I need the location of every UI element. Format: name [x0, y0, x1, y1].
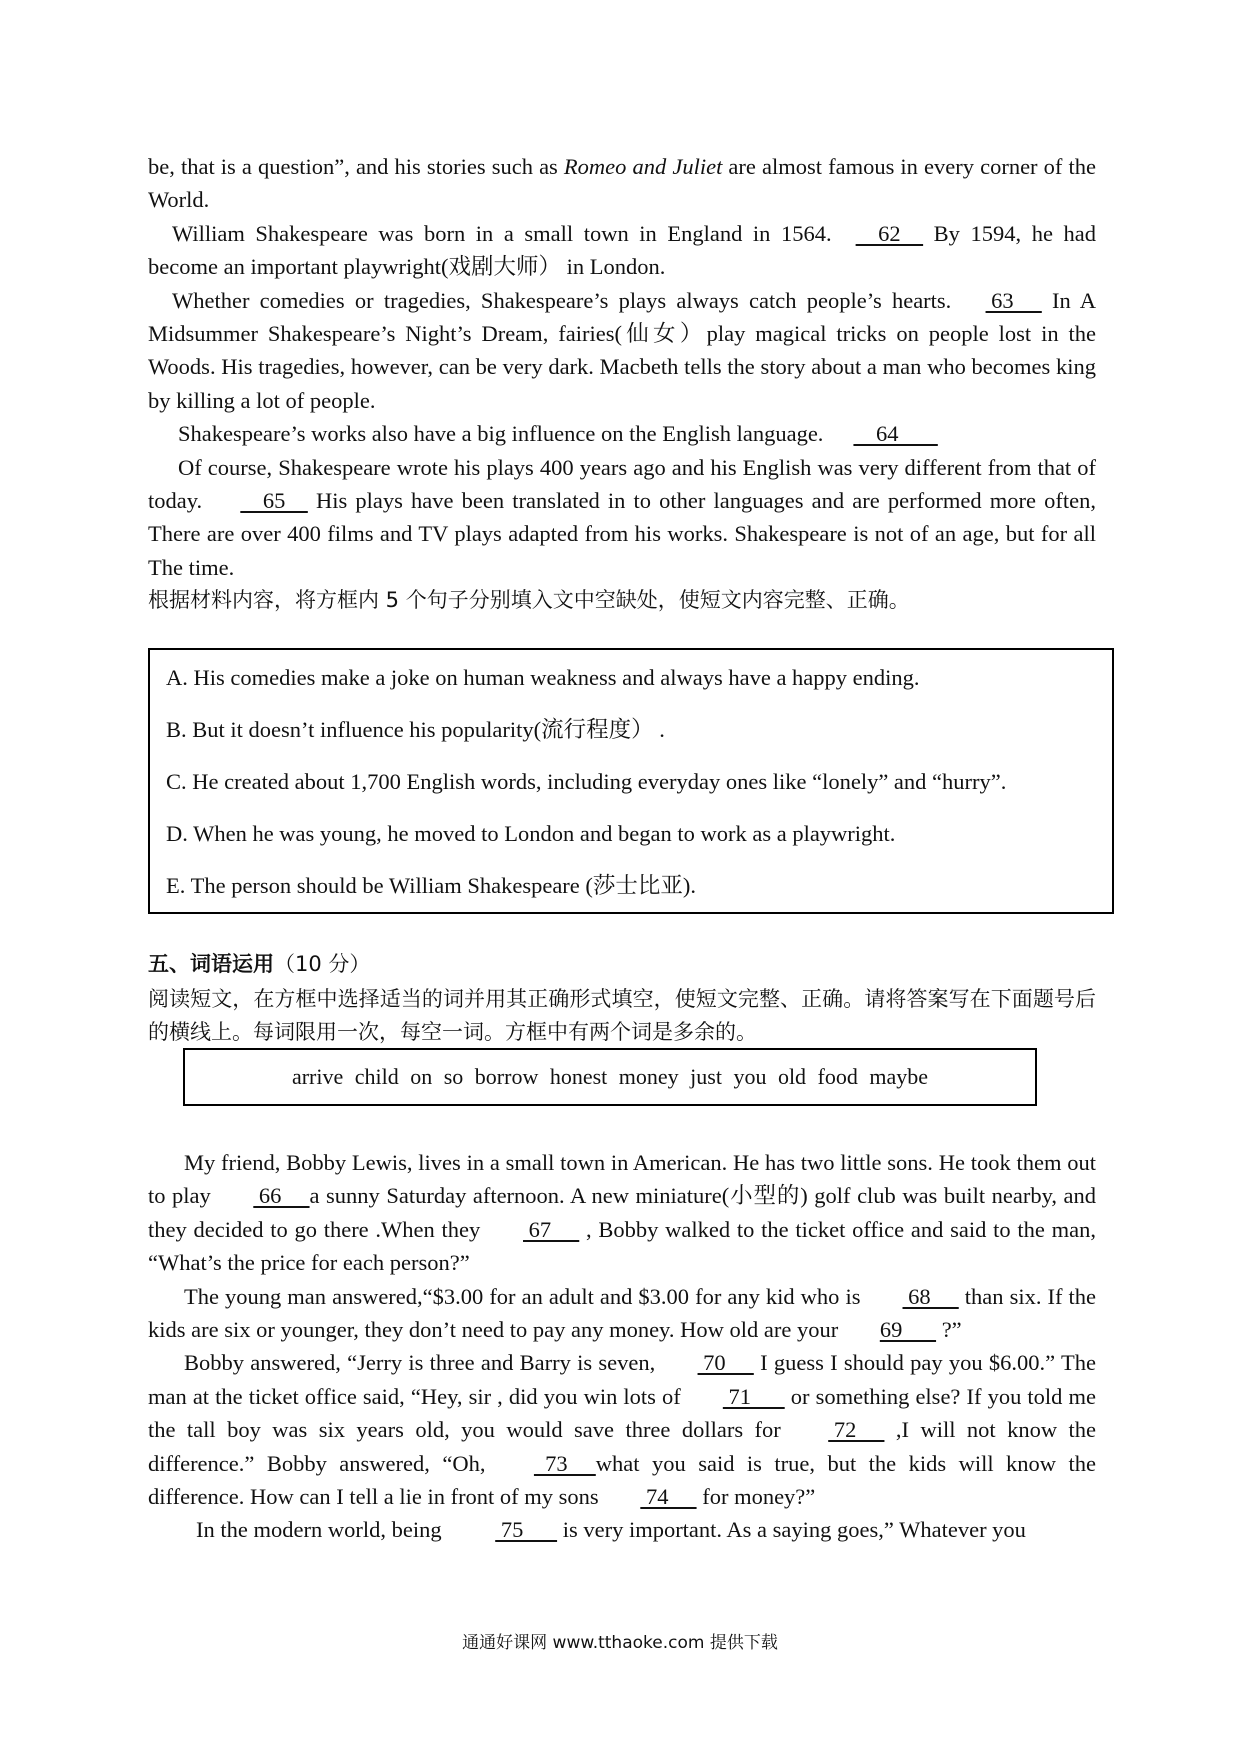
passage-2 [148, 1146, 1096, 1547]
blank-72[interactable]: 72 [828, 1417, 885, 1443]
option-a: A. His comedies make a joke on human weakness and always have a happy ending. [166, 665, 920, 690]
blank-71[interactable]: 71 [722, 1383, 785, 1409]
blank-75[interactable]: 75 [495, 1517, 558, 1543]
paragraph: Shakespeare’s works also have a big influence on the English language. 64 [148, 417, 1096, 450]
paragraph: Bobby answered, “Jerry is three and Barry is seven, 70 I guess I should pay you $6.00.” The man at the ticket office said, “Hey, sir , did you win lots of 71 or something else? If you told me the tall boy was six years old, you would save three dollars for 72 ,I will not know the difference.” Bobby answered, “Oh, 73 what you said is true, but the kids will know the difference. How can I tell a lie in front of my sons 74 for money?” [148, 1346, 1096, 1513]
blank-66[interactable]: 66 [253, 1183, 310, 1209]
blank-70[interactable]: 70 [697, 1350, 754, 1376]
option-d: D. When he was young, he moved to London and began to work as a playwright. [166, 821, 896, 846]
blank-69[interactable]: 69 [879, 1317, 937, 1343]
section-heading: 五、词语运用（10 分） [148, 952, 371, 976]
blank-62[interactable]: 62 [855, 220, 924, 246]
passage-1 [148, 150, 1096, 618]
blank-68[interactable]: 68 [902, 1283, 959, 1309]
paragraph: The young man answered,“$3.00 for an adult and $3.00 for any kid who is 68 than six. If the kids are six or younger, they don’t need to pay any money. How old are your 69 ?” [148, 1280, 1096, 1347]
paragraph: In the modern world, being 75 is very important. As a saying goes,” Whatever you [148, 1513, 1096, 1546]
section-score: （10 分） [274, 952, 371, 976]
option-c: C. He created about 1,700 English words, including everyday ones like “lonely” and “hurry”. [166, 769, 1007, 794]
word-bank: arrive child on so borrow honest money just you old food maybe [183, 1048, 1037, 1106]
paragraph: Of course, Shakespeare wrote his plays 400 years ago and his English was very different from that of today. 65 His plays have been translated in to other languages and are performed more often, There are over 400 films and TV plays adapted from his works. Shakespeare is not of an age, but for all The time. [148, 454, 1096, 580]
book-title: Romeo and Juliet [563, 154, 723, 179]
blank-64[interactable]: 64 [853, 421, 938, 447]
option-e: E. The person should be William Shakespeare (莎士比亚). [166, 873, 697, 898]
blank-73[interactable]: 73 [533, 1450, 596, 1476]
paragraph: William Shakespeare was born in a small town in England in 1564. 62 By 1594, he had become an important playwright(戏剧大师） in London. [148, 217, 1096, 284]
blank-63[interactable]: 63 [985, 287, 1042, 313]
blank-67[interactable]: 67 [523, 1216, 580, 1242]
page-footer: 通通好课网 www.tthaoke.com 提供下载 [462, 1633, 778, 1653]
option-b: B. But it doesn’t influence his popularity(流行程度） . [166, 717, 665, 742]
task-instruction: 根据材料内容，将方框内 5 个句子分别填入文中空缺处，使短文内容完整、正确。 [148, 588, 910, 613]
paragraph: Whether comedies or tragedies, Shakespeare’s plays always catch people’s hearts. 63 In A Midsummer Shakespeare’s Night’s Dream, fairies(仙女）play magical tricks on people lost in the Woods. His tragedies, however, can be very dark. Macbeth tells the story about a man who becomes king by killing a lot of people. [148, 284, 1096, 418]
section-instruction: 阅读短文，在方框中选择适当的词并用其正确形式填空，使短文完整、正确。请将答案写在下面题号后的横线上。每词限用一次，每空一词。方框中有两个词是多余的。 [148, 987, 1096, 1044]
paragraph: My friend, Bobby Lewis, lives in a small town in American. He has two little sons. He took them out to play 66 a sunny Saturday afternoon. A new miniature(小型的) golf club was built nearby, and they decided to go there .When they 67 , Bobby walked to the ticket office and said to the man, “What’s the price for each person?” [148, 1150, 1097, 1276]
paragraph: be, that is a question”, and his stories such as Romeo and Juliet are almost famous in every corner of the World. [148, 154, 1096, 213]
options-box [148, 648, 1114, 914]
blank-74[interactable]: 74 [640, 1484, 697, 1510]
blank-65[interactable]: 65 [240, 488, 308, 514]
